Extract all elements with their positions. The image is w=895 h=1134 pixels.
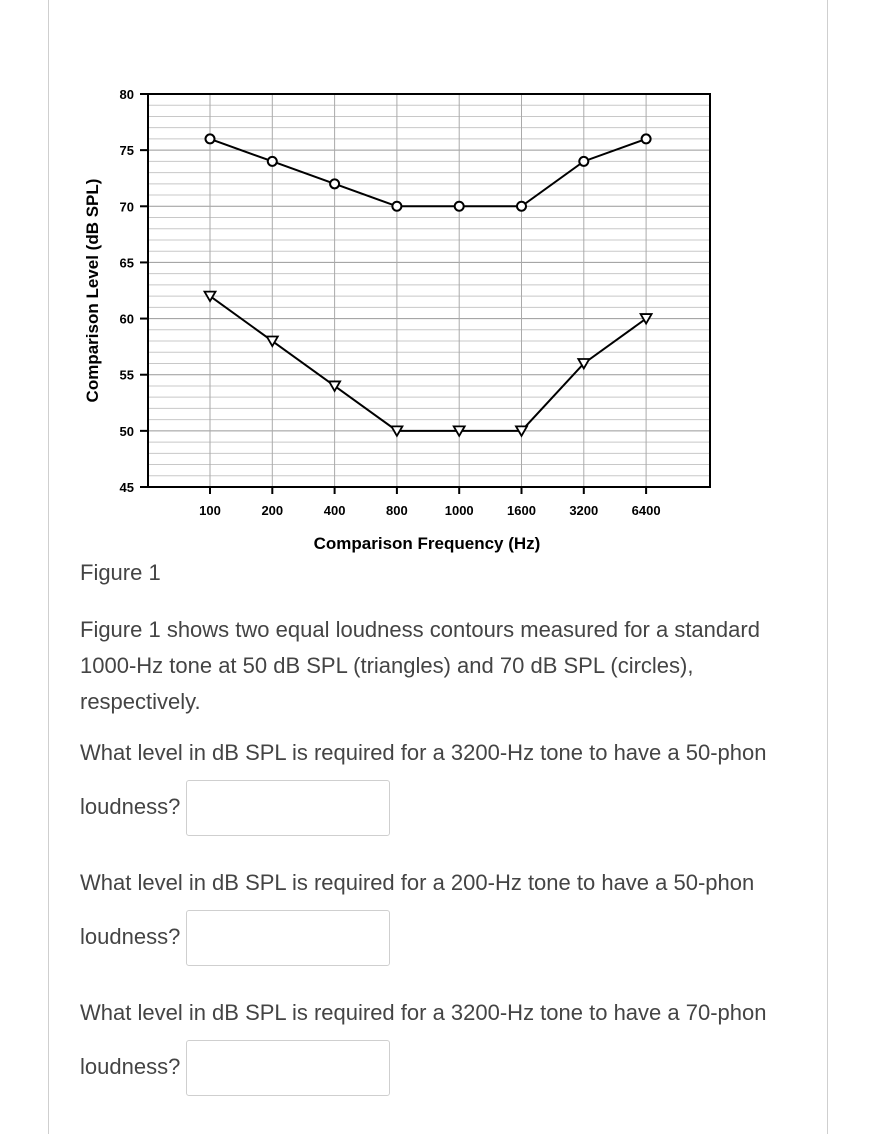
y-tick-label: 75 [119,143,134,159]
y-tick-label: 70 [119,199,134,215]
data-point-circle [579,157,588,166]
data-point-circle [455,202,464,211]
figure-description: Figure 1 shows two equal loudness contours measured for a standard 1000-Hz tone at 50 dB SPL (triangles) and 70 dB SPL (circles), respectively. [80,617,760,714]
y-tick-label: 50 [119,423,134,439]
question-3 [80,986,780,1096]
page-border-left [48,0,49,1134]
answer-input-2[interactable] [186,910,390,966]
question-3-text: What level in dB SPL is required for a 3200-Hz tone to have a 70-phon loudness? [80,1000,767,1079]
y-tick-label: 60 [119,311,134,327]
answer-input-3[interactable] [186,1040,390,1096]
y-tick-label: 55 [119,367,134,383]
question-1 [80,726,780,836]
data-point-circle [206,134,215,143]
data-point-circle [268,157,277,166]
y-tick-label: 80 [119,87,134,102]
figure-caption: Figure 1 [80,560,161,585]
x-axis-title: Comparison Frequency (Hz) [313,534,541,553]
x-tick-label: 6400 [631,503,661,518]
x-tick-label: 800 [386,503,408,518]
y-tick-label: 65 [119,255,134,271]
plot-frame [148,94,710,487]
x-tick-label: 400 [323,503,346,518]
x-tick-label: 200 [261,503,284,518]
x-tick-label: 1600 [507,503,536,518]
data-point-circle [392,202,401,211]
page-border-right [827,0,828,1134]
x-tick-label: 3200 [569,503,599,518]
question-2-text: What level in dB SPL is required for a 200-Hz tone to have a 50-phon loudness? [80,870,755,949]
x-tick-label: 100 [199,503,221,518]
chart-grid [148,94,710,487]
data-point-circle [642,134,651,143]
answer-input-1[interactable] [186,780,390,836]
data-point-circle [517,202,526,211]
question-1-text: What level in dB SPL is required for a 3200-Hz tone to have a 50-phon loudness? [80,740,767,819]
loudness-contour-chart [70,70,750,560]
y-tick-label: 45 [119,480,134,495]
data-point-circle [330,179,339,188]
x-tick-label: 1000 [444,503,474,518]
question-2 [80,856,780,966]
y-axis-title: Comparison Level (dB SPL) [83,178,102,403]
